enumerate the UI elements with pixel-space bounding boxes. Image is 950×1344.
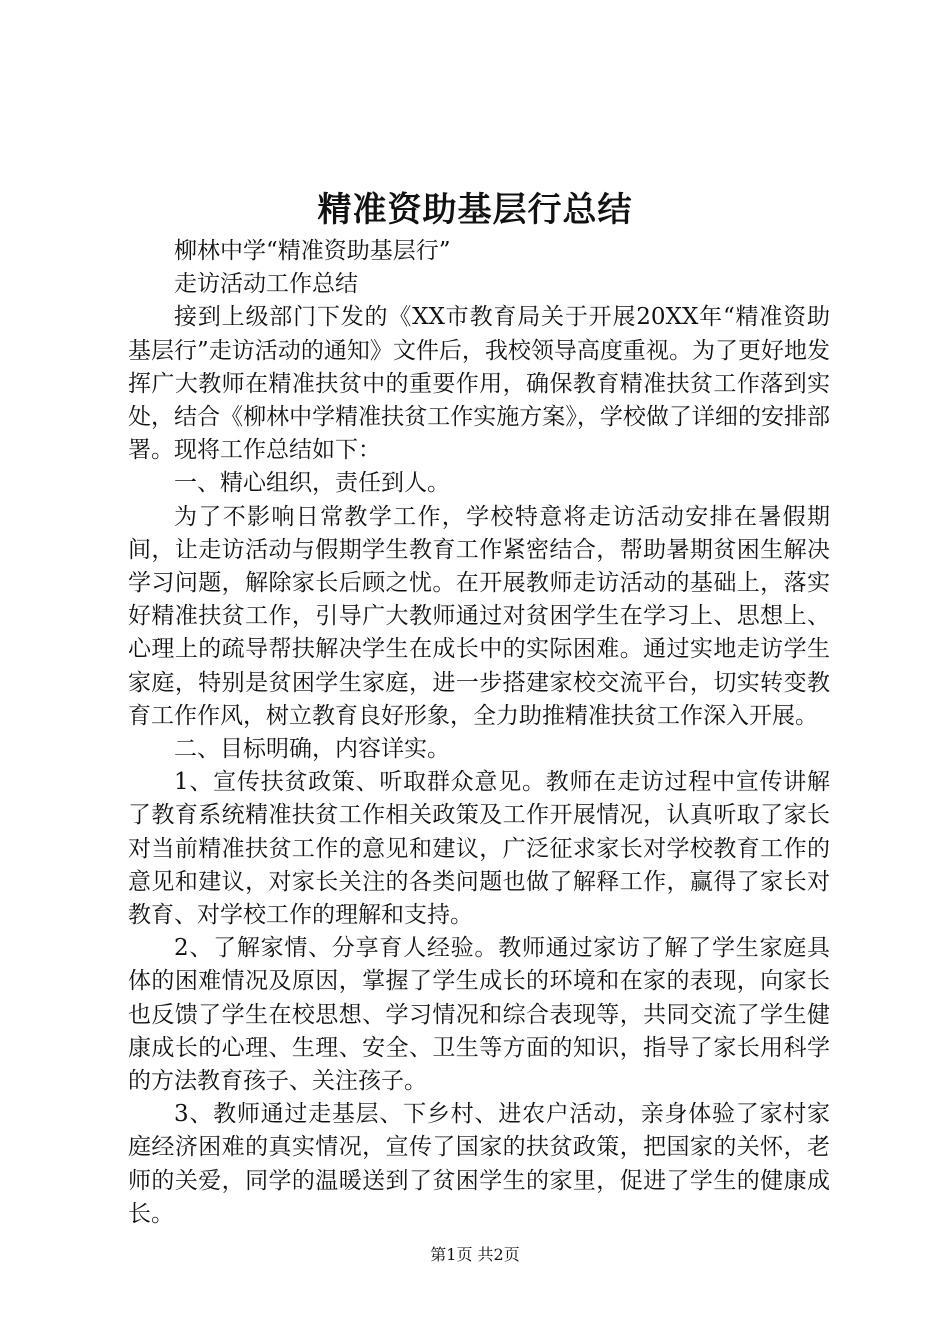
paragraph-subtitle-line: 走访活动工作总结 [174, 271, 358, 298]
section-heading-2: 二、目标明确，内容详实。 [174, 736, 450, 763]
page-number-footer: 第1页 共2页 [430, 1245, 520, 1264]
paragraph-intro: 接到上级部门下发的《XX市教育局关于开展20XX年“精准资助基层行”走访活动的通知》文件后，我校领导高度重视。为了更好地发挥广大教师在精准扶贫中的重要作用，确保教育精准扶贫工作落到实处，结合《柳林中学精准扶贫工作实施方案》，学校做了详细的安排部署。现将工作总结如下： [128, 304, 830, 464]
paragraph-item-3: 3、教师通过走基层、下乡村、进农户活动，亲身体验了家村家庭经济困难的真实情况，宣传了国家的扶贫政策，把国家的关怀，老师的关爱，同学的温暖送到了贫困学生的家里，促进了学生的健康成长。 [128, 1101, 830, 1227]
section-heading-1: 一、精心组织，责任到人。 [174, 470, 450, 497]
paragraph-item-1: 1、宣传扶贫政策、听取群众意见。教师在走访过程中宣传讲解了教育系统精准扶贫工作相关政策及工作开展情况，认真听取了家长对当前精准扶贫工作的意见和建议，广泛征求家长对学校教育工作的意见和建议，对家长关注的各类问题也做了解释工作，赢得了家长对教育、对学校工作的理解和支持。 [128, 769, 830, 929]
document-body [128, 235, 830, 1231]
paragraph-item-2: 2、了解家情、分享育人经验。教师通过家访了解了学生家庭具体的困难情况及原因，掌握了学生成长的环境和在家的表现，向家长也反馈了学生在校思想、学习情况和综合表现等，共同交流了学生健康成长的心理、生理、安全、卫生等方面的知识，指导了家长用科学的方法教育孩子、关注孩子。 [128, 935, 830, 1095]
document-title: 精准资助基层行总结 [317, 190, 633, 230]
paragraph-school-line: 柳林中学“精准资助基层行” [174, 238, 451, 264]
paragraph-section-1: 为了不影响日常教学工作，学校特意将走访活动安排在暑假期间，让走访活动与假期学生教育工作紧密结合，帮助暑期贫困生解决学习问题，解除家长后顾之忧。在开展教师走访活动的基础上，落实好精准扶贫工作，引导广大教师通过对贫困学生在学习上、思想上、心理上的疏导帮扶解决学生在成长中的实际困难。通过实地走访学生家庭，特别是贫困学生家庭，进一步搭建家校交流平台，切实转变教育工作作风，树立教育良好形象，全力助推精准扶贫工作深入开展。 [128, 503, 830, 729]
